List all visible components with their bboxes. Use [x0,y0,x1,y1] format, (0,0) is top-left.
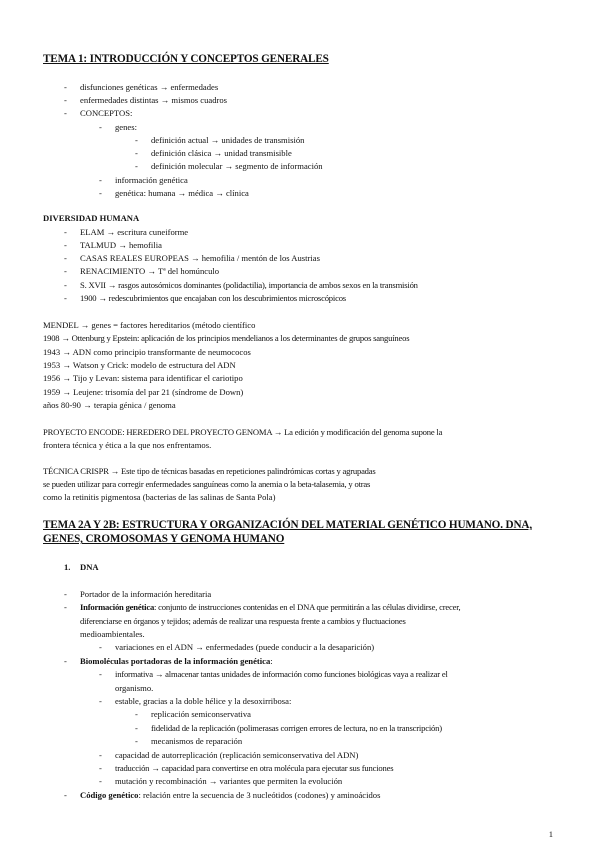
diversidad-title: DIVERSIDAD HUMANA [43,213,140,223]
timeline-line: 1908 → Ottenburg y Epstein: aplicación de los principios mendelianos a los determinantes de grupos sanguíneos [43,333,410,343]
timeline-line: años 80-90 → terapia génica / genoma [43,400,176,410]
list-item: enfermedades distintas → mismos cuadros [80,95,228,105]
term-definition: : relación entre la secuencia de 3 nucleótidos (codones) y aminoácidos [138,790,381,800]
list-item [80,657,273,666]
bullet: - [135,736,138,746]
tema2-title-line1: TEMA 2A Y 2B: ESTRUCTURA Y ORGANIZACIÓN DEL MATERIAL GENÉTICO HUMANO. DNA, [43,519,532,531]
list-item: fidelidad de la replicación (polimerasas corrigen errores de lectura, no en la transcripción) [151,723,442,733]
term-definition: : conjunto de instrucciones contenidas en el DNA que permitirán a las células dividirse, crecer, [154,602,461,612]
timeline-line: 1943 → ADN como principio transformante de neumococos [43,347,251,357]
crispr-line: TÉCNICA CRISPR → Este tipo de técnicas basadas en repeticiones palindrómicas cortas y agrupadas [43,466,376,476]
bullet: - [64,790,67,800]
list-item: CASAS REALES EUROPEAS → hemofilia / mentón de los Austrias [80,253,320,263]
bullet: - [64,82,67,92]
list-item: TALMUD → hemofilia [80,240,162,250]
bullet: - [135,709,138,719]
tema1-title: TEMA 1: INTRODUCCIÓN Y CONCEPTOS GENERALES [43,53,329,65]
crispr-line: se pueden utilizar para corregir enfermedades sanguíneas como la anemia o la beta-talasemia, y otras [43,479,371,489]
bullet: - [64,266,67,276]
list-item: información genética [115,175,188,185]
list-item [80,791,380,800]
list-item: definición molecular → segmento de información [151,161,323,171]
list-item-continuation: medioambientales. [80,629,145,639]
bullet: - [64,280,67,290]
bullet: - [99,642,102,652]
bullet: - [99,669,102,679]
list-item: estable, gracias a la doble hélice y la desoxirribosa: [115,696,292,706]
term-definition: : [270,656,273,666]
section-number: 1. [64,562,71,572]
list-item-continuation: organismo. [115,683,154,693]
bullet: - [64,240,67,250]
list-item: disfunciones genéticas → enfermedades [80,82,219,92]
list-item: genes: [115,122,137,132]
list-item: RENACIMIENTO → Tª del homúnculo [80,266,220,276]
section-title: DNA [80,562,99,572]
timeline-line: 1956 → Tijo y Levan: sistema para identificar el cariotipo [43,373,243,383]
timeline-line: MENDEL → genes = factores hereditarios (método científico [43,320,256,330]
term-bold: Información genética [80,602,155,612]
list-item: definición actual → unidades de transmisión [151,135,305,145]
list-item: capacidad de autorreplicación (replicación semiconservativa del ADN) [115,750,359,760]
timeline-line: 1959 → Leujene: trisomía del par 21 (síndrome de Down) [43,387,244,397]
tema2-title-line2: GENES, CROMOSOMAS Y GENOMA HUMANO [43,533,285,545]
timeline-line: 1953 → Watson y Crick: modelo de estructura del ADN [43,360,236,370]
bullet: - [135,135,138,145]
term-bold: Código genético [80,790,139,800]
crispr-line: como la retinitis pigmentosa (bacterias de las salinas de Santa Pola) [43,492,276,502]
bullet: - [99,188,102,198]
list-item: traducción → capacidad para convertirse en otra molécula para ejecutar sus funciones [115,763,394,773]
list-item: variaciones en el ADN → enfermedades (puede conducir a la desaparición) [115,642,375,652]
bullet: - [99,175,102,185]
bullet: - [64,602,67,612]
bullet: - [64,589,67,599]
encode-line: frontera técnica y ética a la que nos enfrentamos. [43,440,212,450]
list-item: informativa → almacenar tantas unidades de información como funciones biológicas vaya a realizar el [115,669,448,679]
bullet: - [99,763,102,773]
encode-line: PROYECTO ENCODE: HEREDERO DEL PROYECTO GENOMA → La edición y modificación del genoma supone la [43,427,443,437]
bullet: - [135,161,138,171]
list-item: genética: humana → médica → clínica [115,188,249,198]
bullet: - [64,95,67,105]
list-item: mutación y recombinación → variantes que permiten la evolución [115,776,343,786]
bullet: - [64,293,67,303]
bullet: - [64,227,67,237]
list-item [80,603,460,612]
list-item: ELAM → escritura cuneiforme [80,227,189,237]
list-item: CONCEPTOS: [80,108,133,118]
term-bold: Biomoléculas portadoras de la información genética [80,656,271,666]
list-item: replicación semiconservativa [151,709,251,719]
bullet: - [99,696,102,706]
bullet: - [64,253,67,263]
bullet: - [64,108,67,118]
list-item: mecanismos de reparación [151,736,243,746]
bullet: - [99,776,102,786]
bullet: - [135,148,138,158]
list-item: definición clásica → unidad transmisible [151,148,292,158]
list-item: Portador de la información hereditaria [80,589,212,599]
page-number: 1 [548,829,553,839]
list-item: 1900 → redescubrimientos que encajaban con los descubrimientos microscópicos [80,293,346,303]
bullet: - [64,656,67,666]
bullet: - [135,723,138,733]
bullet: - [99,750,102,760]
list-item-continuation: diferenciarse en órganos y tejidos; además de realizar una respuesta frente a cambios y fluctuaciones [80,616,406,626]
list-item: S. XVII → rasgos autosómicos dominantes (polidactilia), importancia de ambos sexos en la transmisión [80,280,418,290]
bullet: - [99,122,102,132]
